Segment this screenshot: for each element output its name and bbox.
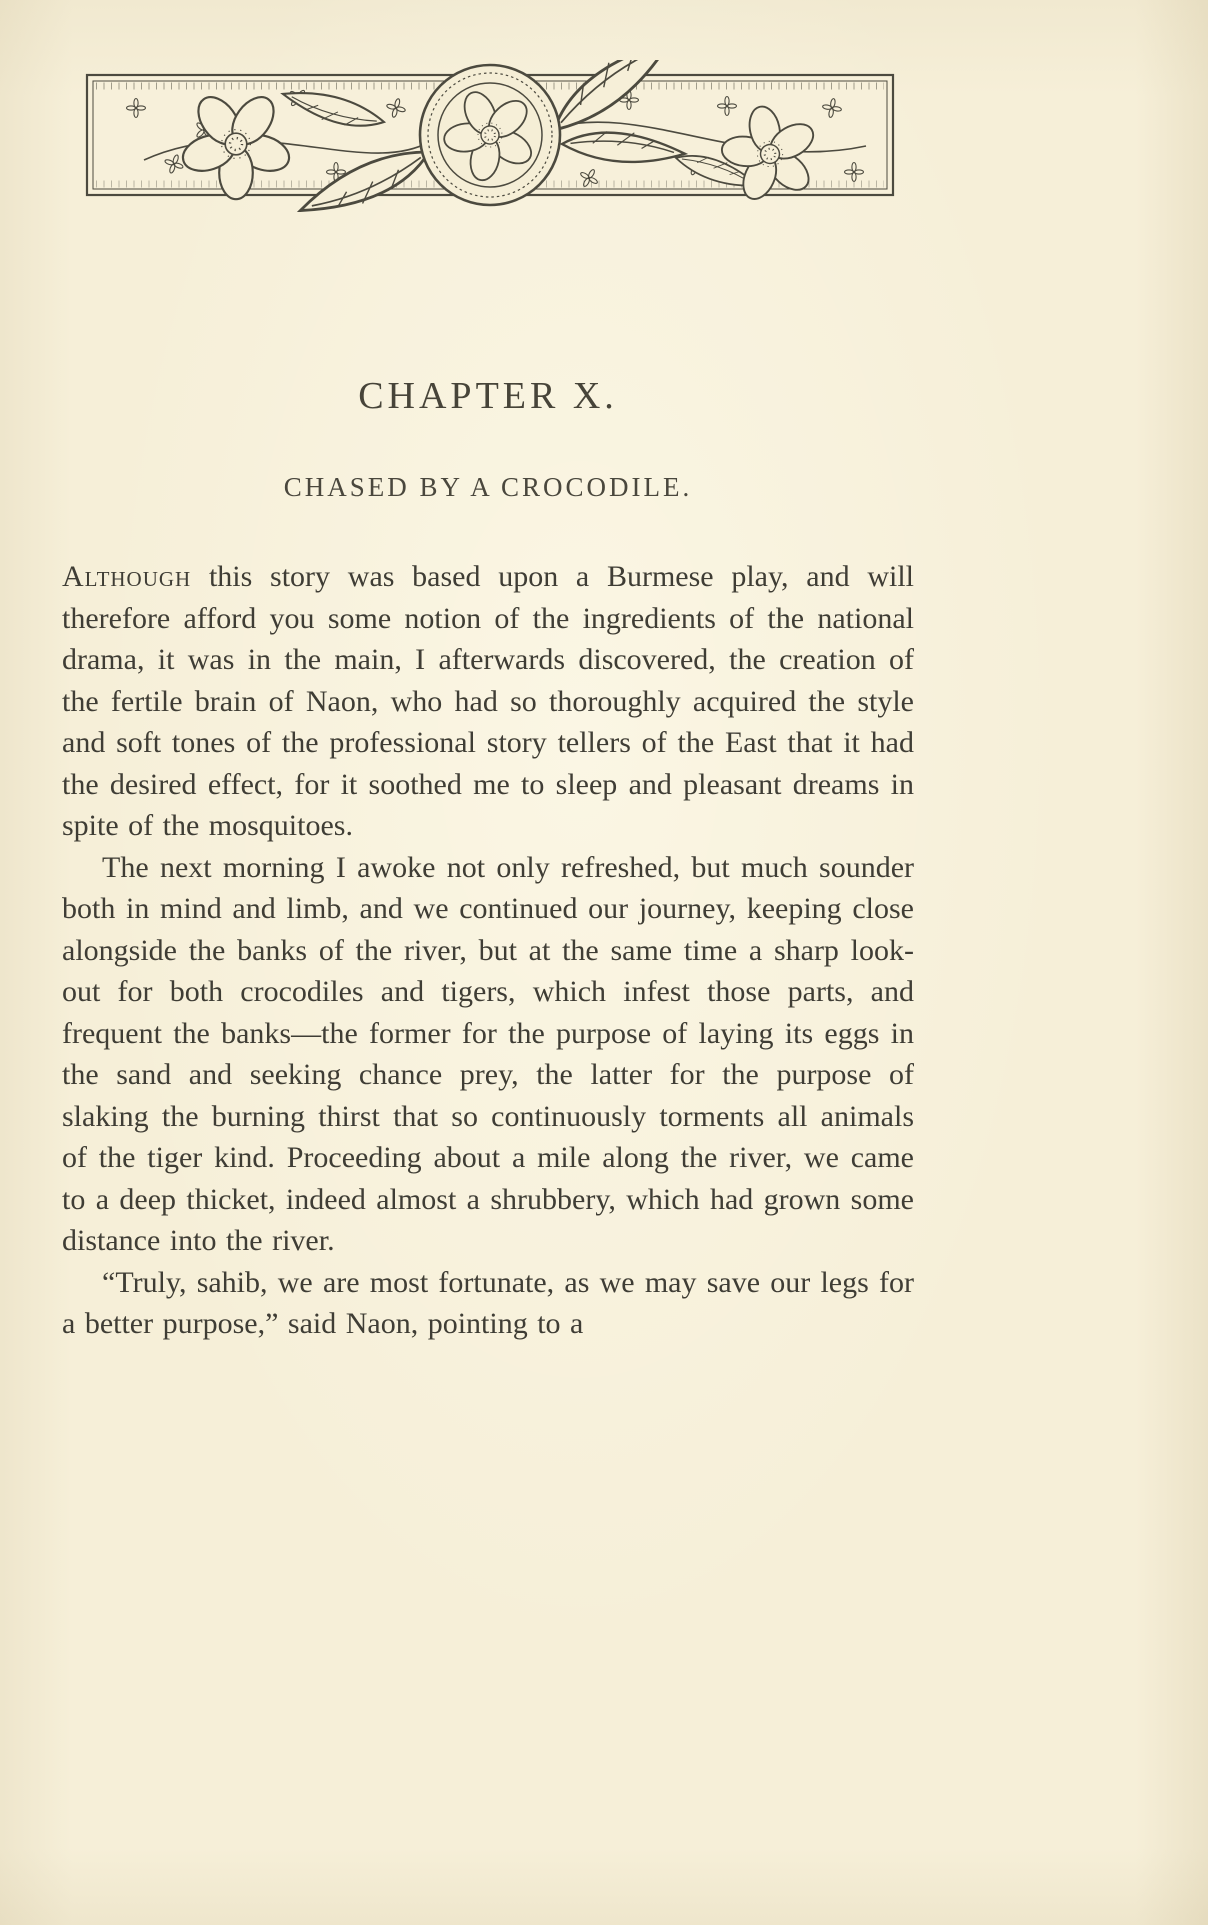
paragraph: The next morning I awoke not only refreshed, but much sounder both in mind and limb, and we continued our journey, keeping close alongside the banks of the river, but at the same time a sharp look-out for both crocodiles and tigers, which infest those parts, and frequent the banks—the former for the purpose of laying its eggs in the sand and seeking chance prey, the latter for the purpose of slaking the burning thirst that so continuously torments all animals of the tiger kind. Proceeding about a mile along the river, we came to a deep thicket, indeed almost a shrubbery, which had grown some distance into the river. xyxy=(62,850,914,1257)
chapter-subtitle: CHASED BY A CROCODILE. xyxy=(283,472,693,502)
paragraph xyxy=(62,556,914,847)
paragraph: “Truly, sahib, we are most fortunate, as we may save our legs for a better purpose,” said Naon, pointing to a xyxy=(62,1265,914,1340)
lead-word: Although xyxy=(62,560,192,593)
floral-ornament-band xyxy=(84,60,896,212)
chapter-title: CHAPTER X. xyxy=(358,375,618,417)
body-text xyxy=(62,556,914,1345)
paragraph-text: this story was based upon a Burmese play, and will therefore afford you some notion of the ingredients of the national drama, it was in the main, I afterwards discovered, the creation of the fertile brain of Naon, who had so thoroughly acquired the style and soft tones of the professional story tellers of the East that it had the desired effect, for it soothed me to sleep and pleasant dreams in spite of the mosquitoes. xyxy=(62,560,914,842)
